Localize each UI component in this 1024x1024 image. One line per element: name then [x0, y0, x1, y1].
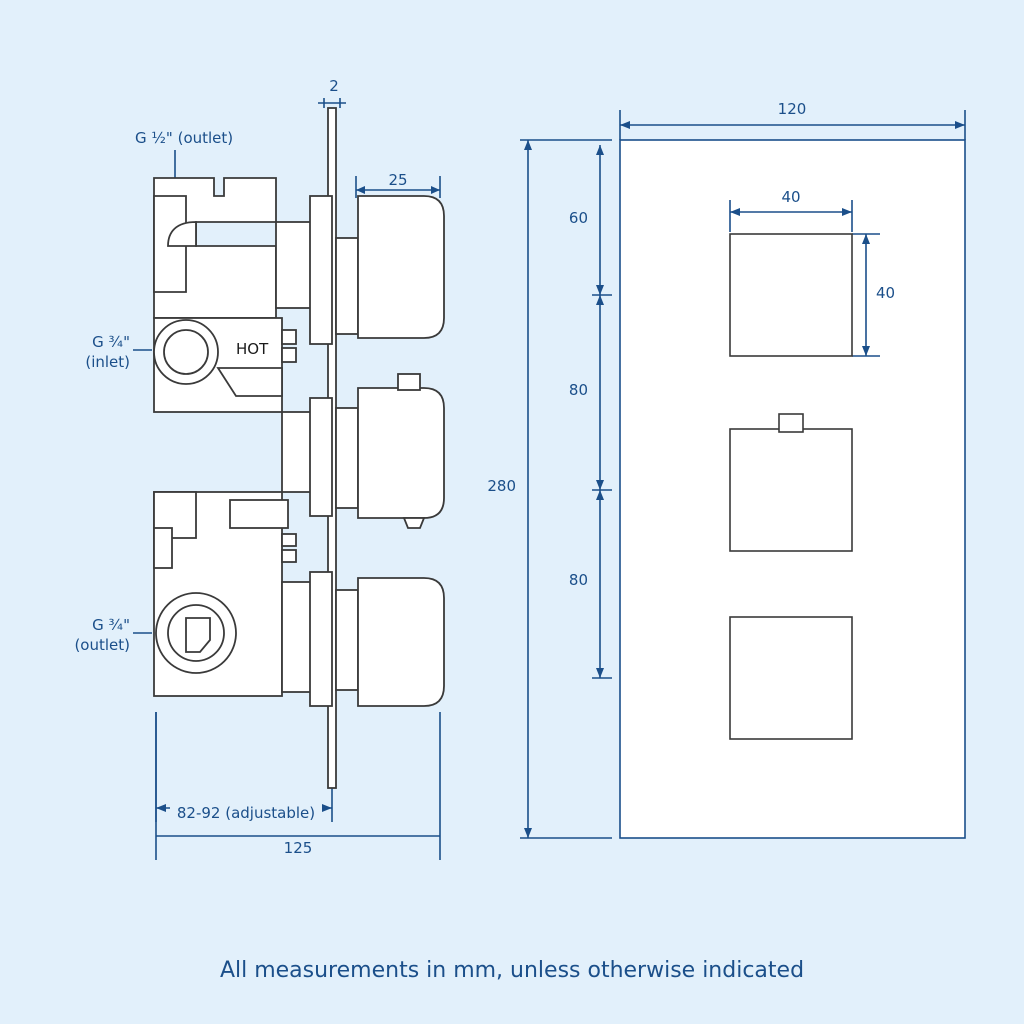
side-knob-2-lever: [398, 374, 420, 390]
dim-label-plate-thickness: 2: [329, 77, 339, 95]
dim-label-knob-height: 40: [876, 284, 896, 302]
side-view-group: [154, 108, 444, 788]
dim-label-plate-height: 280: [487, 477, 516, 495]
dim-label-spacing-2: 80: [568, 571, 588, 589]
arrow-80b-bottom: [596, 668, 604, 678]
arrow-80a-top: [596, 295, 604, 305]
front-knobs-group: [730, 234, 852, 739]
arrow-120-right: [955, 121, 965, 129]
side-lower-tab: [154, 528, 172, 568]
arrow-280-bottom: [524, 828, 532, 838]
side-knob-1: [358, 196, 444, 338]
front-knob-2-square: [730, 429, 852, 551]
arrow-25-right: [431, 186, 440, 194]
side-lower-notch-b: [282, 550, 296, 562]
side-collar-2: [336, 408, 358, 508]
dim-label-plate-width: 120: [762, 101, 822, 118]
label-g-half-outlet: G ½" (outlet): [135, 129, 234, 147]
footer-note: All measurements in mm, unless otherwise indicated: [219, 958, 805, 983]
arrow-80a-bottom: [596, 480, 604, 490]
label-g-three-quarter-outlet-line1: G ¾": [92, 616, 130, 634]
side-knob-3: [358, 578, 444, 706]
front-knob-3-square: [730, 617, 852, 739]
dim-label-top-offset: 60: [568, 209, 588, 227]
side-knob-2-tail: [404, 518, 424, 528]
arrow-80b-top: [596, 490, 604, 500]
label-g-three-quarter-inlet-line2: (inlet): [85, 353, 130, 371]
dim-label-knob-depth: 25: [388, 171, 408, 189]
front-knob-2-lever: [779, 414, 803, 432]
side-mid-notch-a: [282, 330, 296, 344]
dim-label-adjustable-depth: 82-92 (adjustable): [170, 805, 322, 822]
front-knob-1-square: [730, 234, 852, 356]
dim-label-total-depth: 125: [283, 839, 313, 857]
arrow-280-top: [524, 140, 532, 150]
side-flange-1: [310, 196, 332, 344]
arrow-82-92-right: [322, 804, 332, 812]
label-hot: HOT: [236, 340, 269, 358]
arrow-120-left: [620, 121, 630, 129]
side-lower-notch-a: [282, 534, 296, 546]
side-flange-3: [310, 572, 332, 706]
side-collar-1: [336, 238, 358, 334]
side-knob-2: [358, 388, 444, 518]
side-collar-3: [336, 590, 358, 690]
side-flange-2: [310, 398, 332, 516]
arrow-82-92-left: [156, 804, 166, 812]
side-lower-stub: [230, 500, 288, 528]
arrow-60-top: [596, 145, 604, 155]
dim-label-spacing-1: 80: [568, 381, 588, 399]
label-g-three-quarter-inlet-line1: G ¾": [92, 333, 130, 351]
arrow-25-left: [356, 186, 365, 194]
side-mid-notch-b: [282, 348, 296, 362]
dim-label-knob-width: 40: [766, 189, 816, 206]
side-hot-port-inner: [164, 330, 208, 374]
arrow-60-bottom: [596, 285, 604, 295]
label-g-three-quarter-outlet-line2: (outlet): [74, 636, 130, 654]
